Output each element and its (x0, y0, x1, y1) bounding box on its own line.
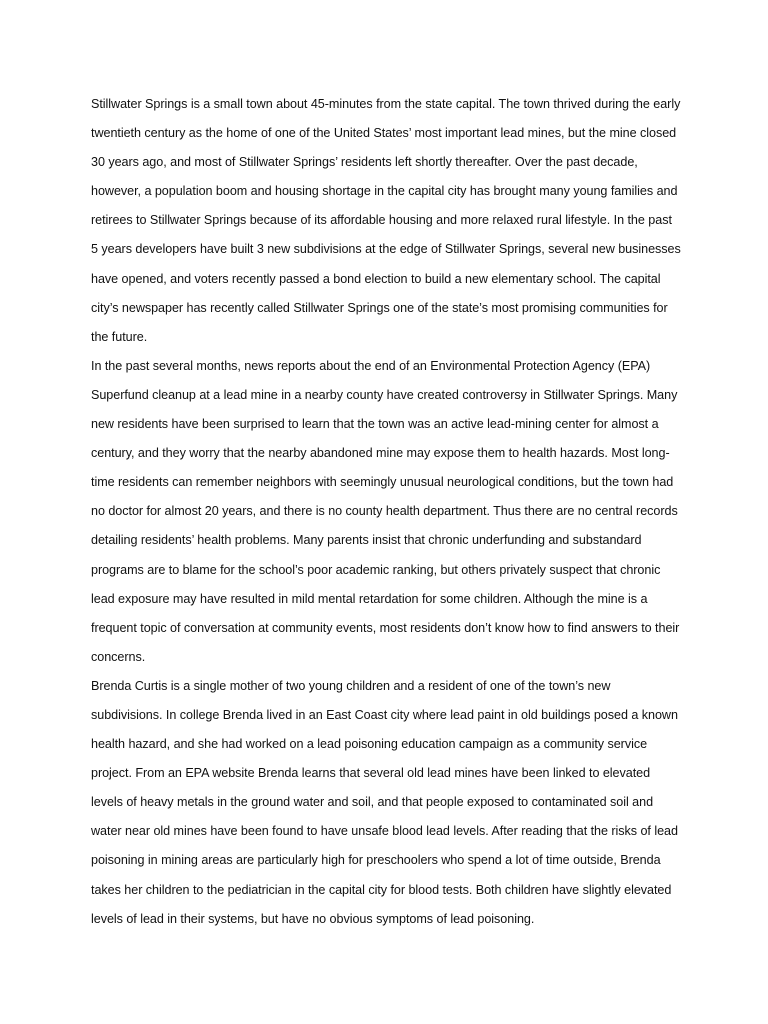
paragraph-epa-controversy: In the past several months, news reports about the end of an Environmental Protection Agency (EPA) Superfund cleanup at a lead mine in a nearby county have created controversy in Stillwater Springs. Many new residents have been surprised to learn that the town was an active lead-mining center for almost a century, and they worry that the nearby abandoned mine may expose them to health hazards. Most long-time residents can remember neighbors with seemingly unusual neurological conditions, but the town had no doctor for almost 20 years, and there is no county health department. Thus there are no central records detailing residents’ health problems. Many parents insist that chronic underfunding and substandard programs are to blame for the school’s poor academic ranking, but others privately suspect that chronic lead exposure may have resulted in mild mental retardation for some children. Although the mine is a frequent topic of conversation at community events, most residents don’t know how to find answers to their concerns. (91, 358, 680, 664)
document-body (91, 90, 681, 934)
paragraph-stillwater-intro: Stillwater Springs is a small town about 45-minutes from the state capital. The town thrived during the early twentieth century as the home of one of the United States’ most important lead mines, but the mine closed 30 years ago, and most of Stillwater Springs’ residents left shortly thereafter. Over the past decade, however, a population boom and housing shortage in the capital city has brought many young families and retirees to Stillwater Springs because of its affordable housing and more relaxed rural lifestyle. In the past 5 years developers have built 3 new subdivisions at the edge of Stillwater Springs, several new businesses have opened, and voters recently passed a bond election to build a new elementary school. The capital city’s newspaper has recently called Stillwater Springs one of the state’s most promising communities for the future. (91, 97, 681, 344)
paragraph-brenda-curtis: Brenda Curtis is a single mother of two young children and a resident of one of the town’s new subdivisions. In college Brenda lived in an East Coast city where lead paint in old buildings posed a known health hazard, and she had worked on a lead poisoning education campaign as a community service project. From an EPA website Brenda learns that several old lead mines have been linked to elevated levels of heavy metals in the ground water and soil, and that people exposed to contaminated soil and water near old mines have been found to have unsafe blood lead levels. After reading that the risks of lead poisoning in mining areas are particularly high for preschoolers who spend a lot of time outside, Brenda takes her children to the pediatrician in the capital city for blood tests. Both children have slightly elevated levels of lead in their systems, but have no obvious symptoms of lead poisoning. (91, 678, 678, 926)
